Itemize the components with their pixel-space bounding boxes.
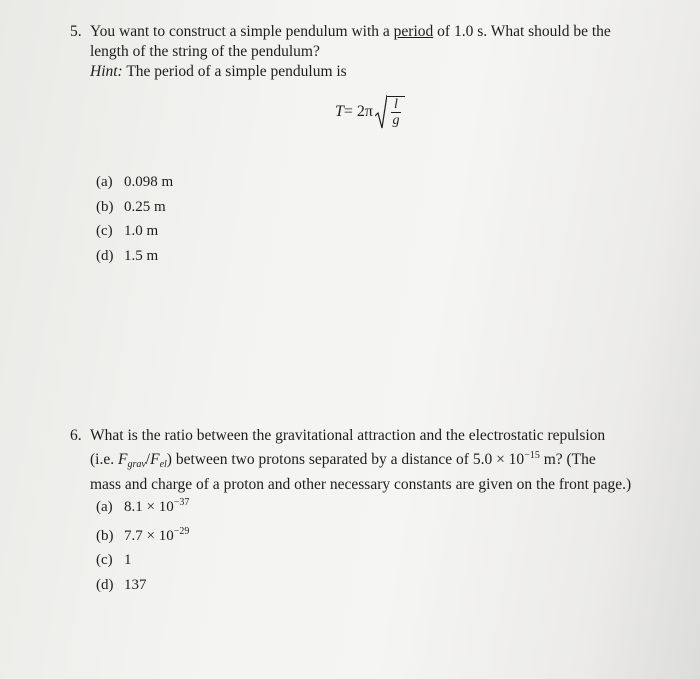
option-5c[interactable]	[96, 219, 173, 244]
option-letter: (c)	[96, 223, 113, 239]
option-6a[interactable]	[96, 491, 189, 520]
question-5-text: You want to construct a simple pendulum with a	[90, 23, 394, 40]
exponent: −29	[173, 525, 190, 537]
option-letter: (d)	[96, 576, 114, 593]
question-5-line-2: length of the string of the pendulum?	[90, 43, 320, 60]
option-letter: (a)	[96, 499, 113, 515]
symbol-F: F	[117, 451, 128, 468]
square-root	[375, 94, 405, 130]
fraction-denominator: g	[392, 113, 400, 128]
radical-sign-icon	[375, 94, 387, 130]
hint-line	[70, 62, 680, 82]
formula-T: T	[335, 103, 344, 120]
option-5a[interactable]	[96, 170, 173, 195]
question-6-line-2	[70, 446, 680, 475]
question-6-line-1	[70, 426, 680, 446]
option-letter: (b)	[96, 527, 114, 544]
option-letter: (d)	[96, 247, 114, 264]
option-text: 7.7 × 10	[124, 527, 174, 544]
option-5b[interactable]	[96, 195, 173, 220]
question-5	[70, 22, 680, 82]
hint-text: The period of a simple pendulum is	[122, 63, 347, 80]
option-text: 0.25 m	[124, 198, 166, 215]
option-6d[interactable]	[96, 573, 189, 598]
slash: /	[145, 451, 151, 468]
period-word: period	[393, 23, 434, 40]
question-6-text: What is the ratio between the gravitational attraction and the electrostatic repulsion	[90, 427, 606, 444]
exponent: −15	[524, 450, 540, 461]
question-5-line-1	[70, 22, 680, 42]
fraction	[387, 96, 405, 128]
option-text: 1.0 m	[124, 223, 159, 239]
question-5-options	[96, 170, 173, 268]
fraction-numerator: l	[391, 97, 401, 113]
option-5d[interactable]	[96, 244, 173, 269]
hint-label: Hint:	[90, 63, 123, 80]
option-6b[interactable]	[96, 520, 189, 549]
question-6-line-3: mass and charge of a proton and other necessary constants are given on the front page.)	[90, 476, 632, 493]
exponent: −37	[173, 497, 190, 508]
text: ) between two protons separated by a distance of 5.0 × 10	[166, 451, 525, 468]
question-6	[70, 426, 680, 495]
text: m? (The	[539, 451, 596, 468]
option-text: 1	[124, 552, 132, 568]
option-text: 1.5 m	[124, 247, 159, 264]
formula-equals-2pi: = 2π	[343, 103, 374, 120]
question-5-number: 5.	[70, 23, 82, 40]
question-6-number: 6.	[70, 427, 82, 444]
question-5-text-cont: of 1.0 s. What should be the	[433, 23, 611, 40]
option-6c[interactable]	[96, 548, 189, 573]
question-6-options	[96, 491, 189, 597]
subscript-el: el	[159, 459, 167, 470]
option-letter: (c)	[96, 552, 113, 568]
pendulum-period-formula	[335, 94, 405, 130]
option-letter: (b)	[96, 198, 114, 215]
option-letter: (a)	[96, 174, 113, 190]
text: (i.e.	[90, 451, 118, 468]
option-text: 8.1 × 10	[124, 499, 174, 515]
option-text: 0.098 m	[124, 174, 174, 190]
subscript-grav: grav	[127, 459, 146, 470]
symbol-F: F	[150, 451, 160, 468]
option-text: 137	[124, 576, 147, 593]
